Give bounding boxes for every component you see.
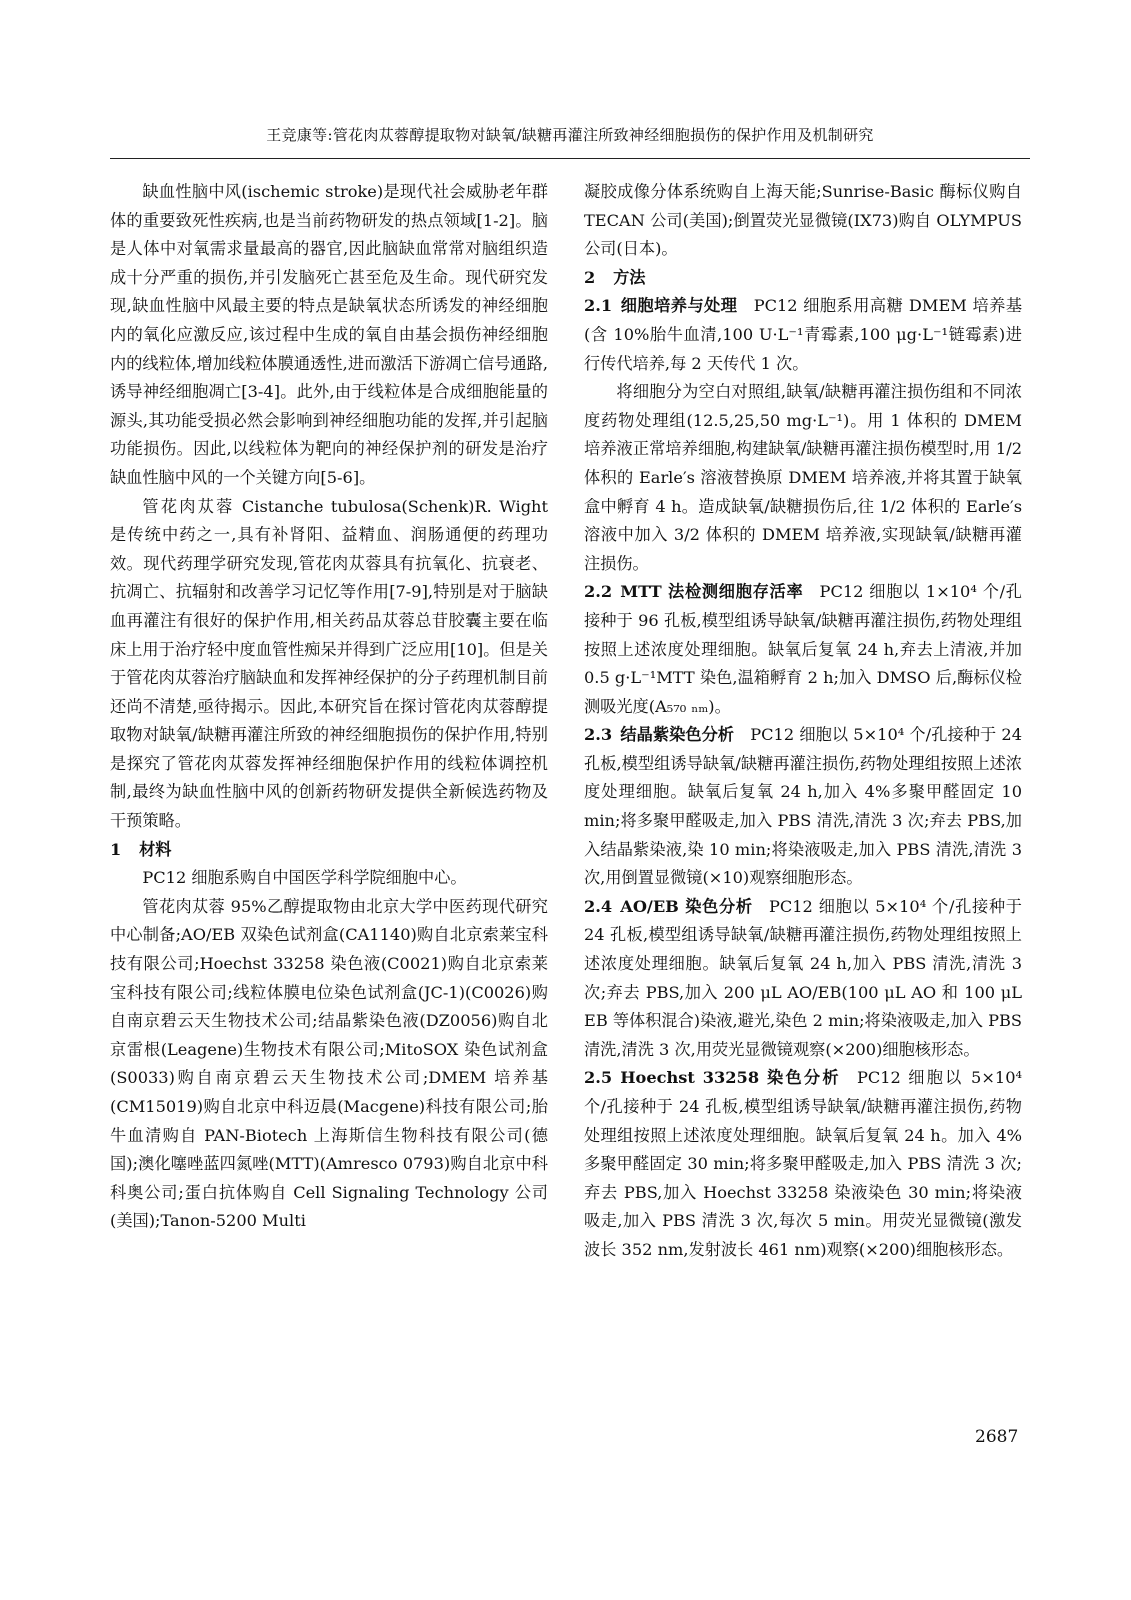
- subsection-title: 结晶紫染色分析: [620, 725, 735, 745]
- section-heading-methods: [584, 264, 1022, 293]
- subsection-2-2: [584, 578, 1022, 721]
- section-title: 材料: [139, 839, 172, 859]
- page-number: 2687: [975, 1427, 1019, 1447]
- materials-paragraph-2: 管花肉苁蓉 95%乙醇提取物由北京大学中医药现代研究中心制备;AO/EB 双染色试剂盒(CA1140)购自北京索莱宝科技有限公司;Hoechst 33258 染色液(C0021)购自北京索莱宝科技有限公司;线粒体膜电位染色试剂盒(JC-1)(C0026)购自南京碧云天生物技术公司;结晶紫染色液(DZ0056)购自北京雷根(Leagene)生物技术有限公司;MitoSOX 染色试剂盒(S0033)购自南京碧云天生物技术公司;DMEM 培养基(CM15019)购自北京中科迈晨(Macgene)科技有限公司;胎牛血清购自 PAN-Biotech 上海斯信生物科技有限公司(德国);澳化噻唑蓝四氮唑(MTT)(Amresco 0793)购自北京中科科奥公司;蛋白抗体购自 Cell Signaling Technology 公司(美国);Tanon-5200 Multi: [110, 896, 548, 1231]
- methods-paragraph-groups: 将细胞分为空白对照组,缺氧/缺糖再灌注损伤组和不同浓度药物处理组(12.5,25,50 mg·L⁻¹)。用 1 体积的 DMEM 培养液正常培养细胞,构建缺氧/缺糖再灌注损伤模型时,用 1/2 体积的 Earle′s 溶液替换原 DMEM 培养液,并将其置于缺氧盒中孵育 4 h。造成缺氧/缺糖损伤后,往 1/2 体积的 Earle′s 溶液中加入 3/2 体积的 DMEM 培养液,实现缺氧/缺糖再灌注损伤。: [584, 382, 1022, 573]
- right-column: [584, 178, 1022, 1265]
- subsection-number: 2.4: [584, 896, 613, 916]
- subsection-2-4: [584, 893, 1022, 1065]
- subsection-title: Hoechst 33258 染色分析: [620, 1068, 841, 1088]
- subsection-number: 2.1: [584, 296, 613, 316]
- section-number: 2: [584, 267, 596, 287]
- section-heading-materials: [110, 836, 548, 865]
- materials-paragraph-continued: 凝胶成像分体系统购自上海天能;Sunrise-Basic 酶标仪购自 TECAN 公司(美国);倒置荧光显微镜(IX73)购自 OLYMPUS 公司(日本)。: [584, 182, 1022, 259]
- subsection-number: 2.2: [584, 582, 613, 602]
- subsection-text: PC12 细胞以 5×10⁴ 个/孔接种于 24 孔板,模型组诱导缺氧/缺糖再灌注损伤,药物处理组按照上述浓度处理细胞。缺氧后复氧 24 h。加入 4%多聚甲醛固定 30 min;将多聚甲醛吸走,加入 PBS 清洗 3 次;弃去 PBS,加入 Hoechst 33258 染液染色 30 min;将染液吸走,加入 PBS 清洗 3 次,每次 5 min。用荧光显微镜(激发波长 352 nm,发射波长 461 nm)观察(×200)细胞核形态。: [584, 1068, 1022, 1259]
- subsection-text: PC12 细胞以 5×10⁴ 个/孔接种于 24 孔板,模型组诱导缺氧/缺糖再灌注损伤,药物处理组按照上述浓度处理细胞。缺氧后复氧 24 h,加入 4%多聚甲醛固定 10 min;将多聚甲醛吸走,加入 PBS 清洗,清洗 3 次;弃去 PBS,加入结晶紫染液,染 10 min;将染液吸走,加入 PBS 清洗,清洗 3 次,用倒置显微镜(×10)观察细胞形态。: [584, 725, 1022, 888]
- subsection-number: 2.5: [584, 1068, 613, 1088]
- subsection-title: 细胞培养与处理: [620, 296, 738, 316]
- running-header: 王竞康等:管花肉苁蓉醇提取物对缺氧/缺糖再灌注所致神经细胞损伤的保护作用及机制研究: [266, 126, 874, 144]
- left-column: [110, 178, 548, 1236]
- subsection-text: PC12 细胞系用高糖 DMEM 培养基(含 10%胎牛血清,100 U·L⁻¹青霉素,100 μg·L⁻¹链霉素)进行传代培养,每 2 天传代 1 次。: [584, 296, 1023, 373]
- section-number: 1: [110, 839, 122, 859]
- subsection-title: MTT 法检测细胞存活率: [620, 582, 804, 602]
- intro-paragraph-2: 管花肉苁蓉 Cistanche tubulosa(Schenk)R. Wight 是传统中药之一,具有补肾阳、益精血、润肠通便的药理功效。现代药理学研究发现,管花肉苁蓉具有抗氧化、抗衰老、抗凋亡、抗辐射和改善学习记忆等作用[7-9],特别是对于脑缺血再灌注有很好的保护作用,相关药品苁蓉总苷胶囊主要在临床上用于治疗轻中度血管性痴呆并得到广泛应用[10]。但是关于管花肉苁蓉治疗脑缺血和发挥神经保护的分子药理机制目前还尚不清楚,亟待揭示。因此,本研究旨在探讨管花肉苁蓉醇提取物对缺氧/缺糖再灌注所致的神经细胞损伤的保护作用,特别是探究了管花肉苁蓉发挥神经细胞保护作用的线粒体调控机制,最终为缺血性脑中风的创新药物研发提供全新候选药物及干预策略。: [110, 496, 548, 831]
- subsection-2-3: [584, 721, 1022, 893]
- subsection-2-1: [584, 292, 1022, 378]
- subsection-2-5: [584, 1064, 1022, 1264]
- subsection-title: AO/EB 染色分析: [620, 896, 753, 916]
- materials-paragraph-1: PC12 细胞系购自中国医学科学院细胞中心。: [142, 868, 467, 888]
- section-title: 方法: [613, 267, 646, 287]
- subsection-text: PC12 细胞以 1×10⁴ 个/孔接种于 96 孔板,模型组诱导缺氧/缺糖再灌注损伤,药物处理组按照上述浓度处理细胞。缺氧后复氧 24 h,弃去上清液,并加 0.5 g·L⁻¹MTT 染色,温箱孵育 2 h;加入 DMSO 后,酶标仪检测吸光度(A₅₇₀ ₙₘ)。: [584, 582, 1022, 716]
- subsection-number: 2.3: [584, 725, 613, 745]
- subsection-text: PC12 细胞以 5×10⁴ 个/孔接种于 24 孔板,模型组诱导缺氧/缺糖再灌注损伤,药物处理组按照上述浓度处理细胞。缺氧后复氧 24 h,加入 PBS 清洗,清洗 3 次;弃去 PBS,加入 200 μL AO/EB(100 μL AO 和 100 μL EB 等体积混合)染液,避光,染色 2 min;将染液吸走,加入 PBS 清洗,清洗 3 次,用荧光显微镜观察(×200)细胞核形态。: [584, 896, 1023, 1059]
- header-rule: [110, 158, 1030, 159]
- intro-paragraph-1: 缺血性脑中风(ischemic stroke)是现代社会威胁老年群体的重要致死性疾病,也是当前药物研发的热点领域[1-2]。脑是人体中对氧需求量最高的器官,因此脑缺血常常对脑组织造成十分严重的损伤,并引发脑死亡甚至危及生命。现代研究发现,缺血性脑中风最主要的特点是缺氧状态所诱发的神经细胞内的氧化应激反应,该过程中生成的氧自由基会损伤神经细胞内的线粒体,增加线粒体膜通透性,进而激活下游凋亡信号通路,诱导神经细胞凋亡[3-4]。此外,由于线粒体是合成细胞能量的源头,其功能受损必然会影响到神经细胞功能的发挥,并引起脑功能损伤。因此,以线粒体为靶向的神经保护剂的研发是治疗缺血性脑中风的一个关键方向[5-6]。: [110, 182, 548, 487]
